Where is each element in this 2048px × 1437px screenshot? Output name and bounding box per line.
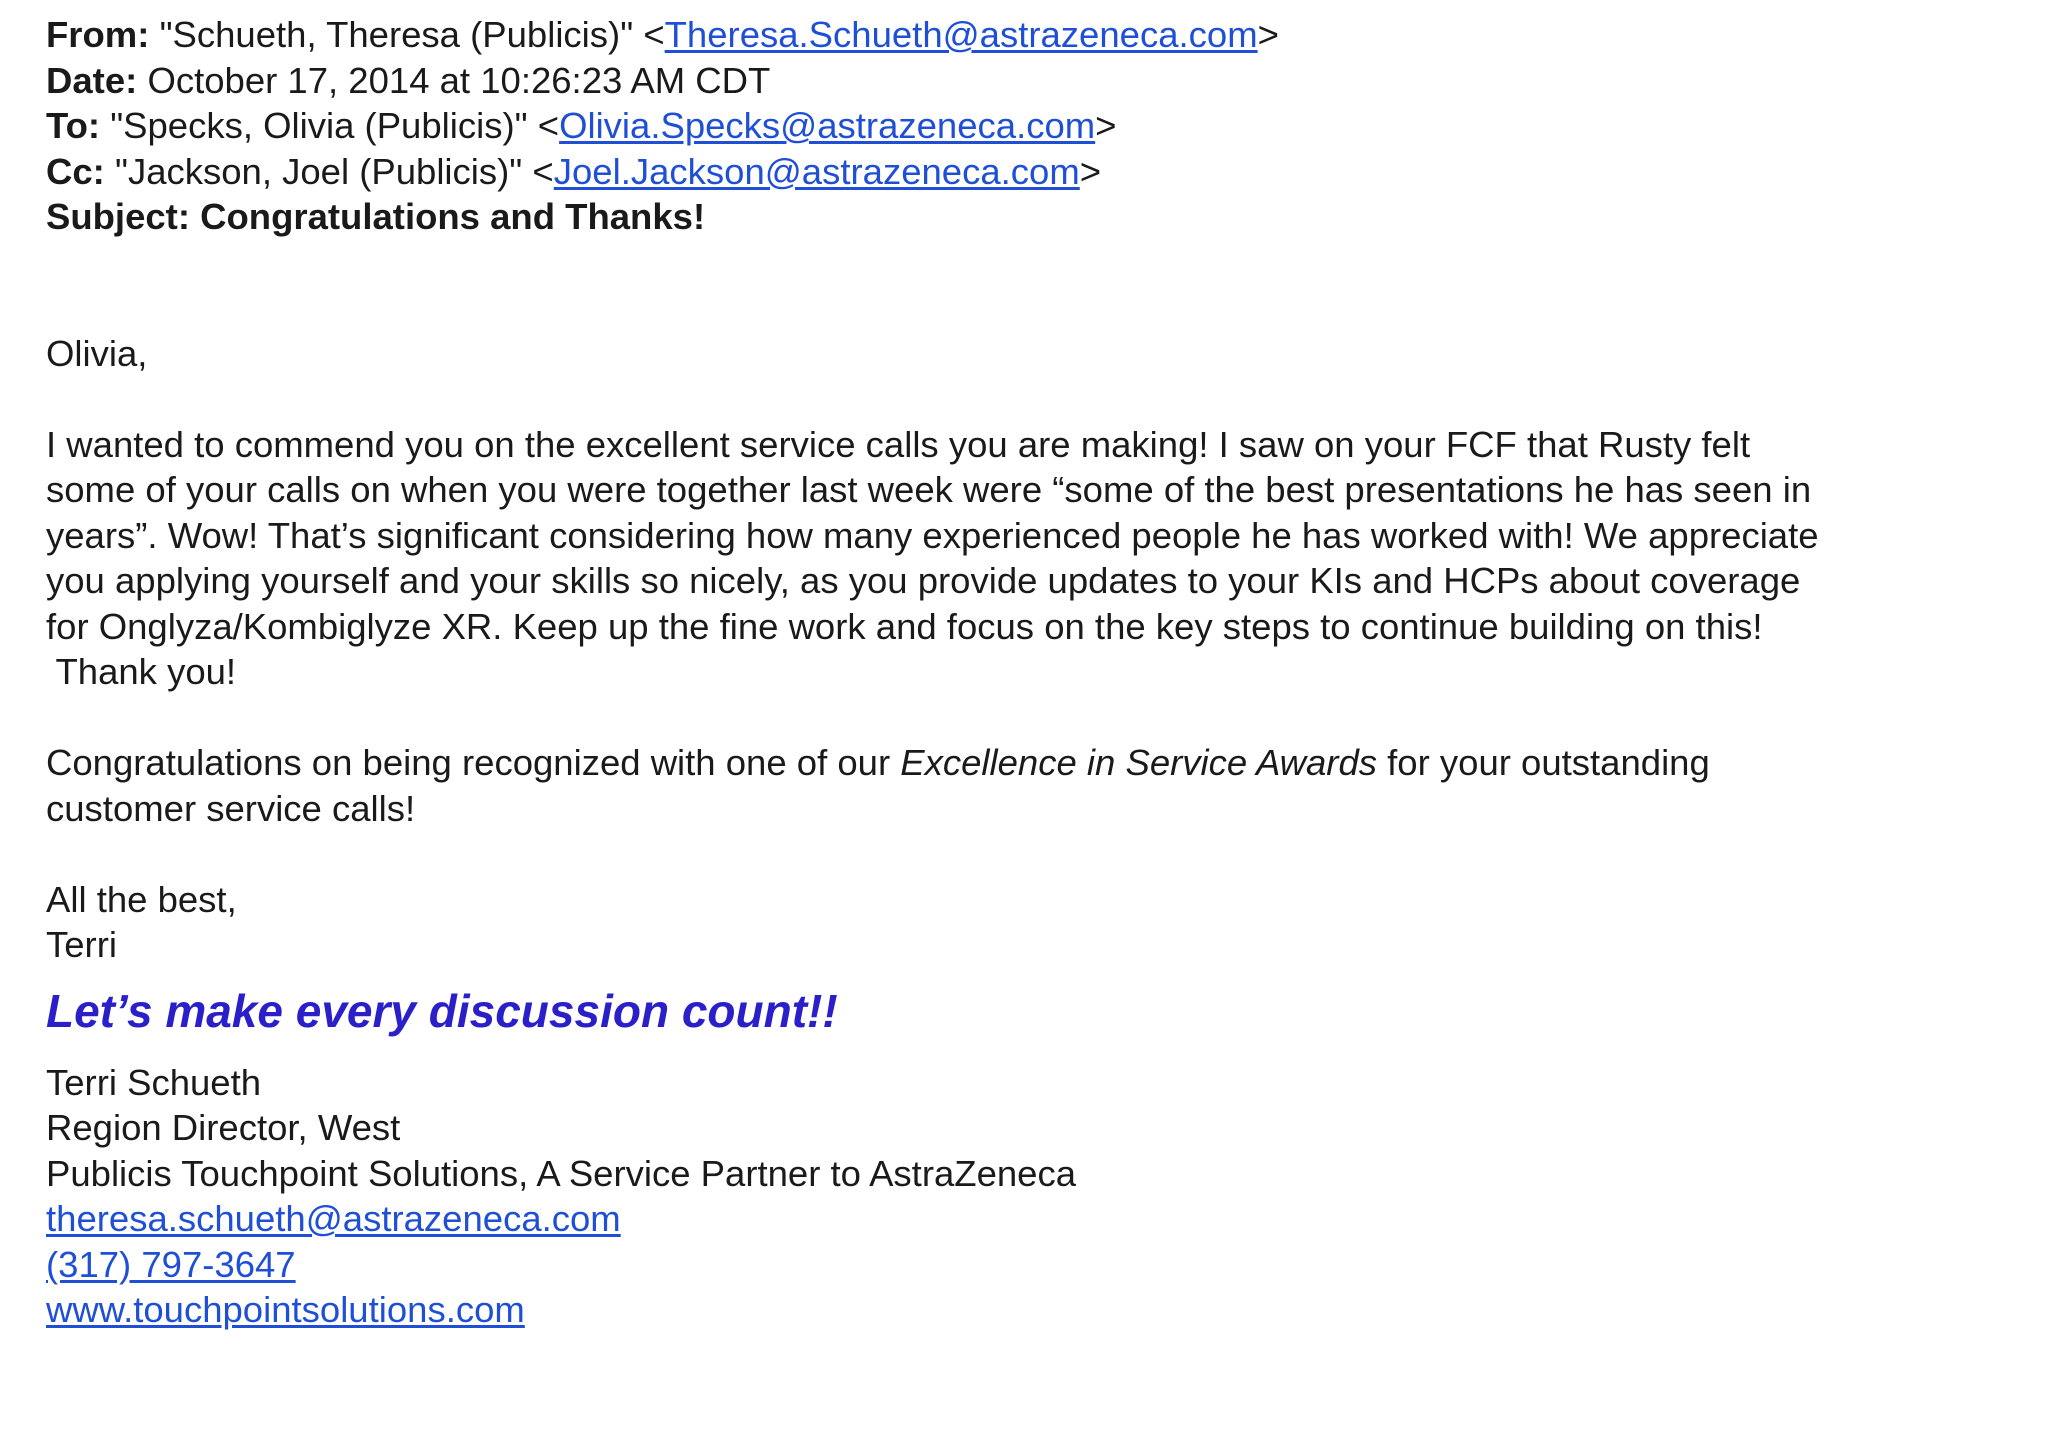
signature-email-link[interactable]: theresa.schueth@astrazeneca.com [46,1198,621,1239]
paragraph-line [46,740,2026,786]
to-line [46,103,2026,149]
spacer [46,695,2026,741]
gt-bracket: > [1079,150,1102,192]
cc-label: Cc: [46,150,105,192]
gt-bracket: > [1095,105,1117,146]
paragraph-line: some of your calls on when you were together last week were “some of the best presentations he has seen in [46,469,1812,510]
date-line [46,58,2026,104]
from-label: From: [46,14,150,55]
header-spacer [46,240,2026,331]
subject-value: Congratulations and Thanks! [200,196,706,237]
award-name: Excellence in Service Awards [900,742,1378,783]
email-message [46,12,2026,1333]
paragraph-line: I wanted to commend you on the excellent service calls you are making! I saw on your FCF that Rusty felt [46,423,1751,465]
gt-bracket: > [1257,14,1279,55]
award-prefix: Congratulations on being recognized with one of our [46,742,901,783]
paragraph-line: customer service calls! [46,787,416,829]
lt-bracket: < [643,14,665,55]
cc-email-link[interactable]: Joel.Jackson@astrazeneca.com [553,150,1080,192]
cc-name: "Jackson, Joel (Publicis)" [114,150,523,192]
from-email-link[interactable]: Theresa.Schueth@astrazeneca.com [664,14,1258,55]
paragraph-award [46,740,2026,831]
signature-title: Region Director, West [46,1107,401,1148]
paragraph-commendation [46,422,2026,695]
signature-name: Terri Schueth [46,1061,262,1103]
closing: All the best, [46,878,237,920]
signature-phone-link[interactable]: (317) 797-3647 [46,1243,296,1285]
lt-bracket: < [537,105,560,146]
date-value: October 17, 2014 at 10:26:23 AM CDT [147,59,771,101]
date-label: Date: [46,59,138,101]
lt-bracket: < [532,150,554,192]
to-name: "Specks, Olivia (Publicis)" [110,105,528,146]
spacer [46,376,2026,422]
award-suffix: for your outstanding [1377,742,1710,783]
paragraph-line: years”. Wow! That’s significant considering how many experienced people he has worked with! We appreciate [46,514,1819,556]
paragraph-line: Thank you! [46,651,237,692]
from-name: "Schueth, Theresa (Publicis)" [159,14,634,55]
closing-name: Terri [46,924,117,965]
from-line [46,12,2026,58]
subject-label: Subject: [46,196,190,237]
signature-company: Publicis Touchpoint Solutions, A Service Partner to AstraZeneca [46,1152,1077,1194]
signature-website-link[interactable]: www.touchpointsolutions.com [46,1289,525,1330]
subject-line [46,194,2026,240]
signature-block [46,1060,2026,1333]
spacer [46,831,2026,877]
to-email-link[interactable]: Olivia.Specks@astrazeneca.com [559,105,1096,146]
paragraph-line: for Onglyza/Kombiglyze XR. Keep up the fine work and focus on the key steps to continue building on this! [46,605,1763,647]
greeting: Olivia, [46,332,148,374]
slogan: Let’s make every discussion count!! [46,984,838,1037]
paragraph-line: you applying yourself and your skills so nicely, as you provide updates to your KIs and HCPs about coverage [46,560,1801,601]
cc-line [46,149,2026,195]
to-label: To: [46,105,101,146]
